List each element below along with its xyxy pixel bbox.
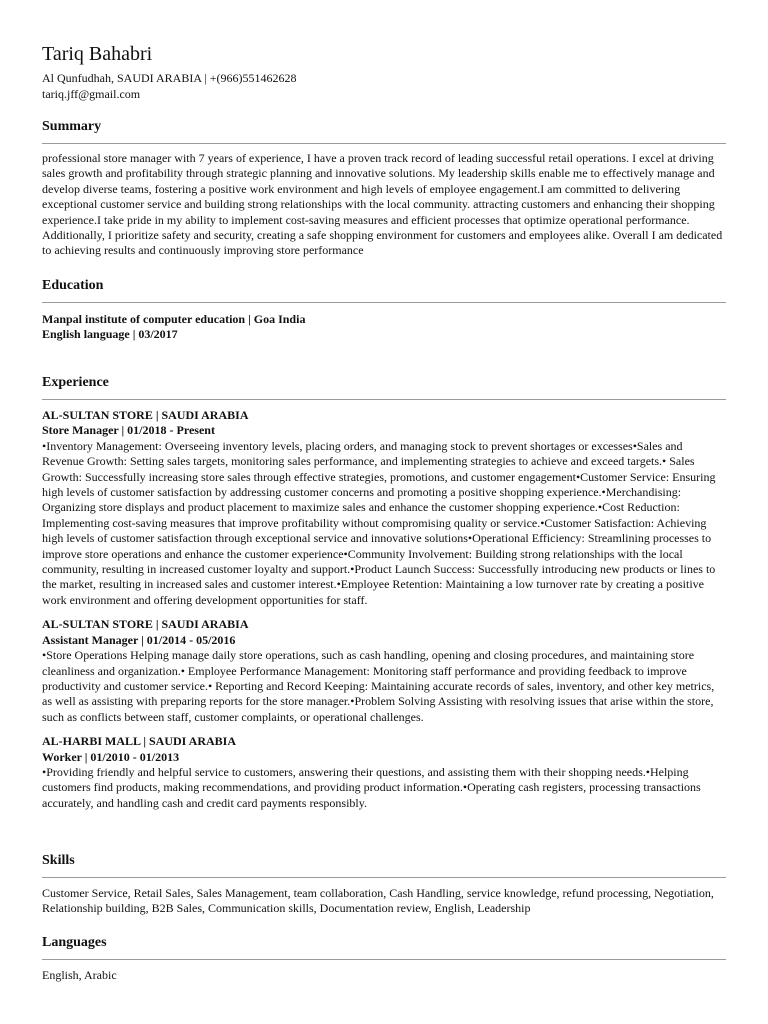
job-description: •Store Operations Helping manage daily store operations, such as cash handling, opening and closing procedures, and maintaining store cleanliness and organization.• Employee Performance Management: Monitoring staff performance and providing feedback to improve productivity and customer service.• Reporting and Record Keeping: Maintaining accurate records of sales, inventory, and other key metrics, as well as assisting with preparing reports for the store manager.•Problem Solving Assisting with resolving issues that arise within the store, such as conflicts between staff, customer complaints, or operational challenges. — [42, 648, 715, 724]
job-entry — [42, 617, 726, 725]
job-employer: AL-HARBI MALL | SAUDI ARABIA — [42, 734, 237, 749]
languages-heading: Languages — [42, 935, 107, 950]
summary-text: professional store manager with 7 years of experience, I have a proven track record of leading successful retail operations. I excel at driving sales growth and profitability through strategic planning and innovative solutions. My leadership skills enable me to effectively manage and develop diverse teams, fostering a positive work environment and high levels of employee engagement.I am committed to delivering exceptional customer service and building strong relationships with the local community. attracting customers and enhancing their shopping experience.I take pride in my ability to implement cost-saving measures and efficient processes that optimize operational performance. Additionally, I prioritize safety and security, creating a safe shopping environment for customers and employees alike. Overall I am dedicated to achieving results and continuously improving store performance — [42, 151, 723, 258]
experience-divider — [42, 399, 726, 400]
job-description: •Inventory Management: Overseeing inventory levels, placing orders, and managing stock to prevent shortages or excesses•Sales and Revenue Growth: Setting sales targets, monitoring sales performance, and implementing strategies to achieve and exceed targets.• Sales Growth: Successfully increasing store sales through effective strategies, promotions, and customer engagement•Customer Service: Ensuring high levels of customer satisfaction by addressing customer concerns and promoting a positive shopping experience.•Merchandising: Organizing store displays and product placement to maximize sales and enhance the customer shopping experience.•Cost Reduction: Implementing cost-saving measures that improve profitability without compromising quality or service.•Customer Satisfaction: Achieving high levels of customer satisfaction through exceptional service and innovative solutions•Operational Efficiency: Streamlining processes to improve store operations and enhance the customer experience•Community Involvement: Building strong relationships with the local community, resulting in increased customer loyalty and support.•Product Launch Success: Successfully introducing new products or lines to the market, resulting in increased sales and customer interest.•Employee Retention: Maintaining a low turnover rate by creating a positive work environment and offering development opportunities for staff. — [42, 438, 716, 607]
languages-divider — [42, 959, 726, 960]
job-employer: AL-SULTAN STORE | SAUDI ARABIA — [42, 617, 249, 632]
job-entry — [42, 734, 726, 811]
email: tariq.jff@gmail.com — [42, 87, 141, 101]
summary-heading: Summary — [42, 119, 102, 134]
languages-section — [42, 968, 726, 983]
job-role: Worker | 01/2010 - 01/2013 — [42, 749, 180, 764]
job-employer: AL-SULTAN STORE | SAUDI ARABIA — [42, 408, 249, 422]
skills-section — [42, 886, 726, 917]
summary-section — [42, 151, 726, 259]
location-phone: Al Qunfudhah, SAUDI ARABIA | +(966)551462628 — [42, 71, 297, 85]
job-role: Store Manager | 01/2018 - Present — [42, 423, 215, 438]
job-entry — [42, 408, 726, 608]
education-institution: Manpal institute of computer education | Goa India — [42, 312, 306, 326]
job-role: Assistant Manager | 01/2014 - 05/2016 — [42, 632, 236, 647]
education-heading: Education — [42, 278, 104, 293]
contact-info — [42, 70, 297, 102]
skills-heading: Skills — [42, 853, 75, 868]
summary-divider — [42, 143, 726, 144]
candidate-name: Tariq Bahabri — [42, 43, 153, 65]
skills-divider — [42, 877, 726, 878]
languages-text: English, Arabic — [42, 968, 117, 982]
education-program: English language | 03/2017 — [42, 327, 178, 342]
education-section — [42, 312, 726, 343]
job-description: •Providing friendly and helpful service to customers, answering their questions, and assisting them with their shopping needs.•Helping customers find products, making recommendations, and providing product information.•Operating cash registers, processing transactions accurately, and handling cash and credit card payments responsibly. — [42, 764, 701, 810]
skills-text: Customer Service, Retail Sales, Sales Management, team collaboration, Cash Handling, service knowledge, refund processing, Negotiation, Relationship building, B2B Sales, Communication skills, Documentation review, English, Leadership — [42, 886, 714, 916]
education-divider — [42, 302, 726, 303]
experience-section — [42, 408, 726, 820]
experience-heading: Experience — [42, 375, 109, 390]
